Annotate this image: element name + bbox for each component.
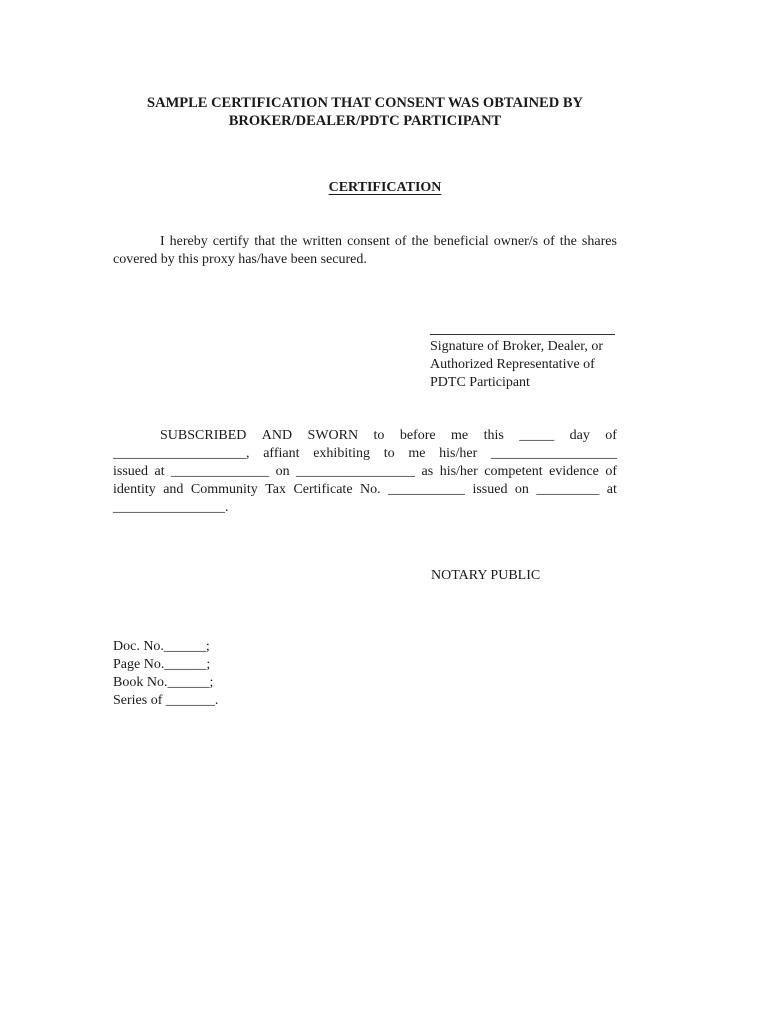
word: that — [254, 234, 276, 249]
word: evidence — [549, 464, 599, 479]
word: Community — [190, 482, 258, 497]
word: ___________ — [388, 482, 466, 497]
word: consent — [347, 234, 390, 249]
notarial-registry — [113, 638, 218, 710]
jurat-line-3 — [113, 463, 617, 481]
word: his/her — [439, 446, 478, 461]
word: the — [411, 234, 429, 249]
signature-caption-line-2: Authorized Representative of — [430, 357, 595, 372]
certification-title — [113, 180, 657, 196]
word: the — [280, 234, 298, 249]
word: his/her — [439, 464, 478, 479]
word: issued — [472, 482, 508, 497]
word: written — [302, 234, 343, 249]
word: _________________ — [296, 464, 416, 479]
word: at — [606, 482, 617, 497]
word: identity — [113, 482, 156, 497]
jurat-line-5: ________________. — [113, 500, 229, 515]
word: SWORN — [307, 428, 359, 443]
jurat-line-4 — [113, 481, 617, 499]
word: before — [399, 428, 436, 443]
word: competent — [484, 464, 543, 479]
document-heading-line-1: SAMPLE CERTIFICATION THAT CONSENT WAS OBTAINED BY — [147, 95, 583, 111]
word: ______________ — [171, 464, 270, 479]
word: _________ — [536, 482, 600, 497]
word: to — [373, 428, 385, 443]
certification-body-line-2: covered by this proxy has/have been secured. — [113, 252, 367, 267]
word: beneficial — [433, 234, 489, 249]
jurat-line-1 — [113, 427, 617, 445]
word: Certificate — [293, 482, 353, 497]
word: me — [408, 446, 426, 461]
word: day — [569, 428, 590, 443]
word: affiant — [263, 446, 300, 461]
word: of — [605, 428, 617, 443]
signature-caption-line-1: Signature of Broker, Dealer, or — [430, 339, 604, 354]
word: Tax — [265, 482, 287, 497]
word: ___________________, — [113, 446, 250, 461]
word: the — [559, 234, 577, 249]
certification-title-text: CERTIFICATION — [328, 180, 442, 195]
word: AND — [261, 428, 293, 443]
signature-caption-line-3: PDTC Participant — [430, 375, 530, 390]
signature-caption — [430, 338, 603, 392]
word: shares — [581, 234, 617, 249]
word: of — [394, 234, 407, 249]
word: certify — [212, 234, 250, 249]
word: to — [383, 446, 395, 461]
page-no-field: Page No.______; — [113, 657, 211, 672]
word: on — [275, 464, 290, 479]
word: owner/s — [493, 234, 539, 249]
word: and — [163, 482, 184, 497]
word: of — [543, 234, 555, 249]
doc-no-field: Doc. No.______; — [113, 639, 210, 654]
word: on — [514, 482, 529, 497]
word: at — [154, 464, 165, 479]
word: hereby — [169, 234, 208, 249]
word: I — [160, 234, 165, 249]
word: issued — [113, 464, 148, 479]
word: this — [483, 428, 504, 443]
notary-public-label: NOTARY PUBLIC — [431, 568, 541, 583]
document-heading-line-2: BROKER/DEALER/PDTC PARTICIPANT — [228, 113, 502, 129]
word: as — [421, 464, 434, 479]
series-field: Series of _______. — [113, 693, 219, 708]
word: me — [451, 428, 469, 443]
word: exhibiting — [313, 446, 370, 461]
word: SUBSCRIBED — [160, 428, 247, 443]
word: No. — [359, 482, 381, 497]
word: _____ — [519, 428, 555, 443]
signature-line — [430, 334, 615, 335]
certification-body-line-1 — [113, 233, 617, 251]
word: of — [605, 464, 617, 479]
book-no-field: Book No.______; — [113, 675, 214, 690]
jurat-line-2 — [113, 445, 617, 463]
word: __________________ — [490, 446, 617, 461]
